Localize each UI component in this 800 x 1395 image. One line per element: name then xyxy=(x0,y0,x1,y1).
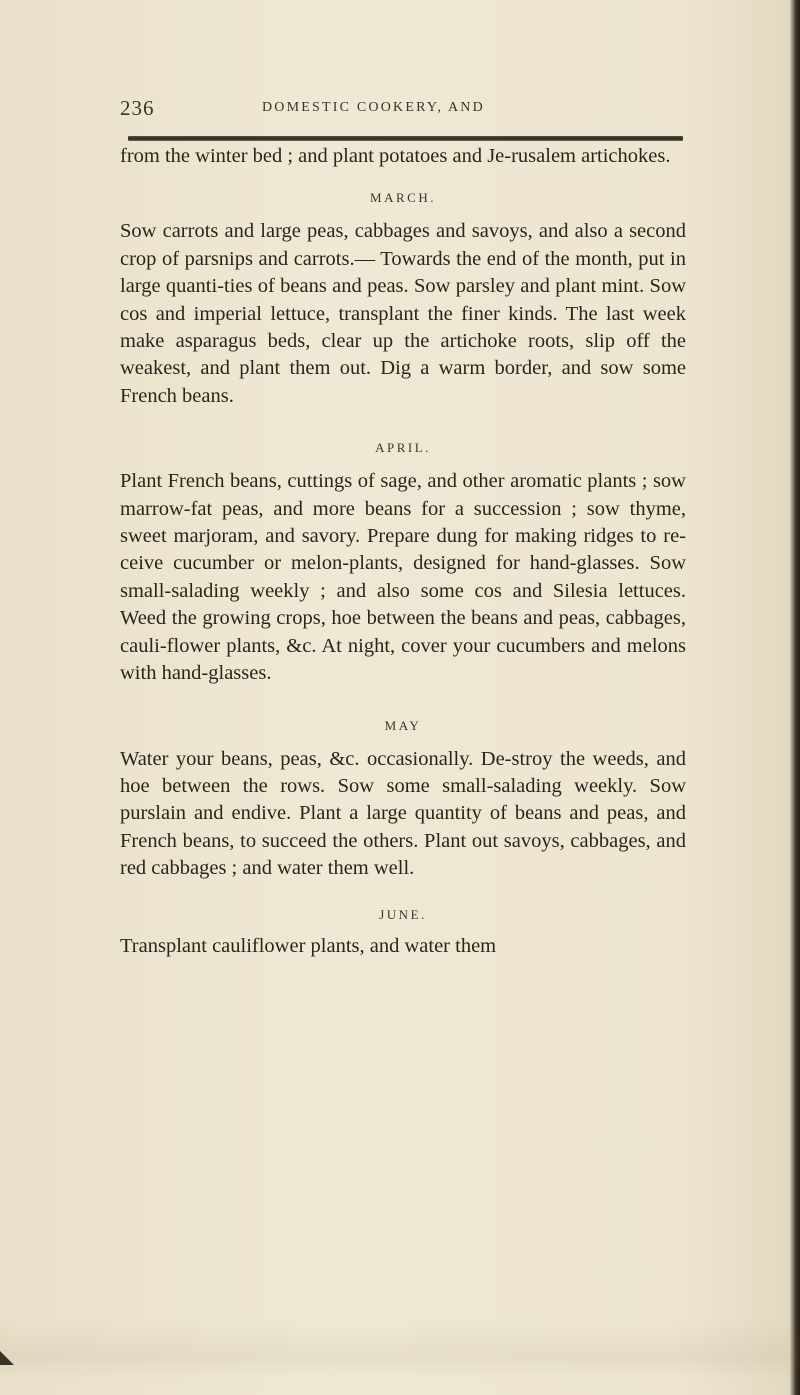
page-smudge xyxy=(0,1320,800,1380)
header-rule xyxy=(128,136,683,141)
running-head: DOMESTIC COOKERY, AND xyxy=(262,100,485,115)
section-text-may: Water your beans, peas, &c. occasionally. De-stroy the weeds, and hoe between the rows. Sow some small-salading weekly. Sow purslain and endive. Plant a large quantity of beans and peas, and French beans, to succeed the others. Plant out savoys, cabbages, and red cabbages ; and water them well. xyxy=(120,747,686,880)
section-text-march: Sow carrots and large peas, cabbages and savoys, and also a second crop of parsnips and carrots.— Towards the end of the month, put in large quanti-ties of beans and peas. Sow parsley and plant mint. Sow cos and imperial lettuce, transplant the finer kinds. The last week make asparagus beds, clear up the artichoke roots, slip off the weakest, and plant them out. Dig a warm border, and sow some French beans. xyxy=(120,220,686,407)
section-heading-may: MAY xyxy=(384,717,422,733)
section-text-june: Transplant cauliflower plants, and water them xyxy=(120,934,497,957)
intro-paragraph: from the winter bed ; and plant potatoes and Je-rusalem artichokes. xyxy=(120,145,671,167)
page-header xyxy=(120,96,685,126)
page-edge-shadow xyxy=(790,0,800,1395)
section-heading-march: MARCH. xyxy=(370,190,436,206)
corner-mark xyxy=(0,1351,14,1365)
section-text-april: Plant French beans, cuttings of sage, and other aromatic plants ; sow marrow-fat peas, and more beans for a succession ; sow thyme, sweet marjoram, and savory. Prepare dung for making ridges to re-ceive cucumber or melon-plants, designed for hand-glasses. Sow small-salading weekly ; and also some cos and Silesia lettuces. Weed the growing crops, hoe between the beans and peas, cabbages, cauli-flower plants, &c. At night, cover your cucumbers and melons with hand-glasses. xyxy=(120,470,686,685)
page-number: 236 xyxy=(120,96,155,120)
section-heading-june: JUNE. xyxy=(379,906,427,922)
page-body xyxy=(120,143,686,960)
section-heading-april: APRIL. xyxy=(375,440,431,456)
